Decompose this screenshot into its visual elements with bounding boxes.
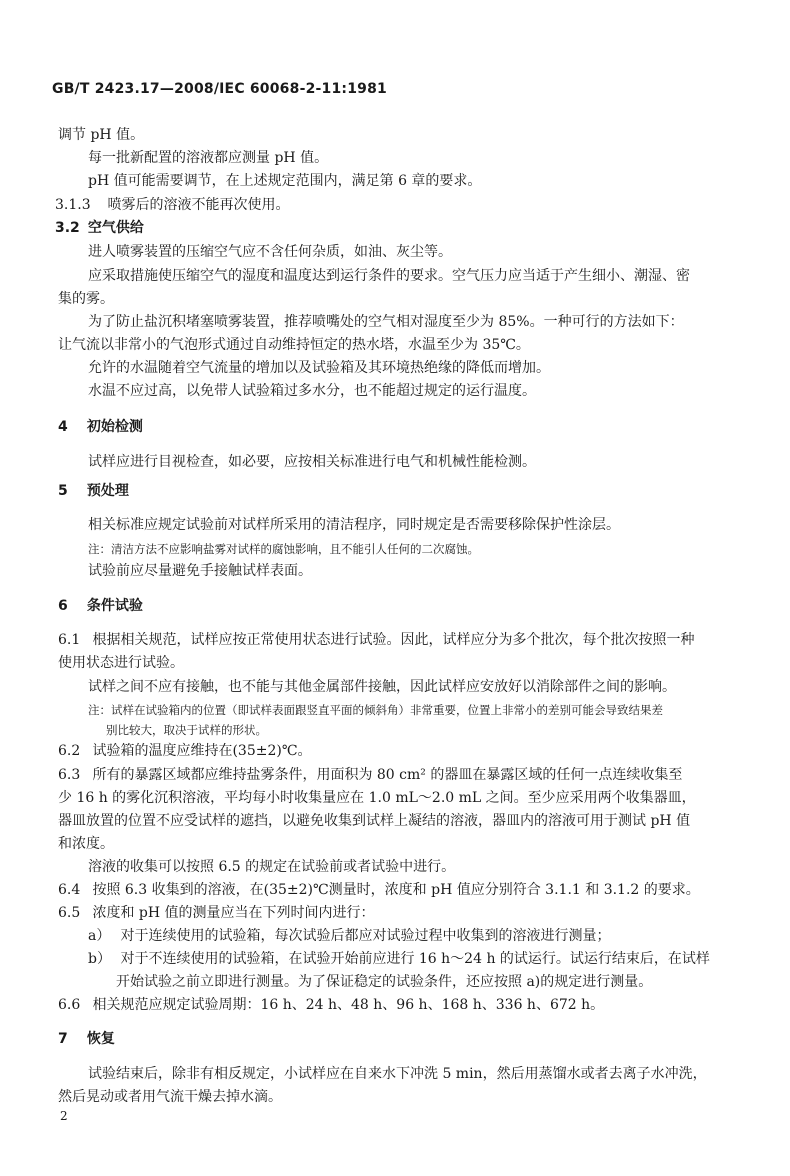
list-item-a: [88, 927, 610, 945]
heading-title: 条件试验: [86, 598, 143, 614]
list-item-b-continuation: 开始试验之前立即进行测量。为了保证稳定的试验条件，还应按照 a)的规定进行测量。: [116, 974, 653, 990]
paragraph: 每一批新配置的溶液都应测量 pH 值。: [88, 150, 329, 166]
heading-title: 预处理: [86, 483, 129, 499]
heading-6: [58, 597, 143, 615]
clause-3-1-3: [55, 196, 289, 214]
clause-number: 6.1: [58, 632, 81, 648]
clause-text: 按照 6.3 收集到的溶液，在(35±2)℃测量时，浓度和 pH 值应分别符合 3.1.1 和 3.1.2 的要求。: [92, 882, 700, 898]
list-marker: b）: [88, 951, 111, 967]
paragraph: 少 16 h 的雾化沉积溶液，平均每小时收集量应在 1.0 mL～2.0 mL 之间。至少应采用两个收集器皿，: [58, 790, 696, 806]
paragraph: 让气流以非常小的气泡形式通过自动维持恒定的热水塔，水温至少为 35℃。: [58, 337, 530, 353]
clause-text: 根据相关规范，试样应按正常使用状态进行试验。因此，试样应分为多个批次，每个批次按照一种: [92, 632, 695, 648]
heading-number: 6: [58, 598, 68, 614]
clause-6-3: [58, 766, 682, 784]
list-item-b: [88, 950, 710, 968]
paragraph: 试验前应尽量避免手接触试样表面。: [88, 563, 312, 579]
clause-6-2: [58, 742, 312, 760]
clause-6-4: [58, 881, 700, 899]
paragraph: 器皿放置的位置不应受试样的遮挡，以避免收集到试样上凝结的溶液，器皿内的溶液可用于测试 pH 值: [58, 813, 691, 829]
clause-number: 6.2: [58, 743, 81, 759]
paragraph: 相关标准应规定试验前对试样所采用的清洁程序，同时规定是否需要移除保护性涂层。: [88, 517, 620, 533]
heading-5: [58, 482, 129, 500]
heading-title: 初始检测: [86, 419, 143, 435]
paragraph: 调节 pH 值。: [58, 127, 145, 143]
clause-6-6: [58, 996, 604, 1014]
paragraph: 试样之间不应有接触，也不能与其他金属部件接触，因此试样应安放好以消除部件之间的影响。: [88, 679, 676, 695]
paragraph: 使用状态进行试验。: [58, 655, 184, 671]
paragraph: 应采取措施使压缩空气的湿度和温度达到运行条件的要求。空气压力应当适于产生细小、潮湿、密: [88, 268, 690, 284]
paragraph: 进人喷雾装置的压缩空气应不含任何杂质，如油、灰尘等。: [88, 244, 452, 260]
paragraph: 和浓度。: [58, 836, 114, 852]
heading-number: 3.2: [55, 220, 80, 236]
clause-number: 6.5: [58, 905, 81, 921]
clause-text: 喷雾后的溶液不能再次使用。: [107, 197, 290, 213]
heading-number: 7: [58, 1031, 68, 1047]
heading-title: 恢复: [86, 1031, 115, 1047]
clause-text: 试验箱的温度应维持在(35±2)℃。: [92, 743, 312, 759]
clause-text: 浓度和 pH 值的测量应当在下列时间内进行：: [92, 905, 375, 921]
page-number: 2: [60, 1109, 68, 1123]
standard-code-header: GB/T 2423.17—2008/IEC 60068-2-11:1981: [52, 81, 387, 97]
note: 注：清洁方法不应影响盐雾对试样的腐蚀影响，且不能引人任何的二次腐蚀。: [88, 542, 479, 556]
clause-number: 3.1.3: [55, 197, 91, 213]
paragraph: 为了防止盐沉积堵塞喷雾装置，推荐喷嘴处的空气相对湿度至少为 85%。一种可行的方法如下：: [88, 314, 684, 330]
clause-number: 6.4: [58, 882, 81, 898]
paragraph: 试验结束后，除非有相反规定，小试样应在自来水下冲洗 5 min，然后用蒸馏水或者去离子水冲洗，: [88, 1066, 707, 1082]
heading-3-2: [55, 219, 144, 237]
list-text: 对于不连续使用的试验箱，在试验开始前应进行 16 h～24 h 的试运行。试运行结束后，在试样: [120, 951, 710, 967]
paragraph: pH 值可能需要调节，在上述规定范围内，满足第 6 章的要求。: [88, 173, 482, 189]
list-marker: a）: [88, 928, 111, 944]
heading-title: 空气供给: [87, 220, 144, 236]
list-text: 对于连续使用的试验箱，每次试验后都应对试验过程中收集到的溶液进行测量；: [120, 928, 611, 944]
clause-number: 6.3: [58, 767, 81, 783]
note: 注：试样在试验箱内的位置（即试样表面跟竖直平面的倾斜角）非常重要，位置上非常小的差别可能会导致结果差: [88, 703, 663, 717]
clause-text: 所有的暴露区域都应维持盐雾条件，用面积为 80 cm² 的器皿在暴露区域的任何一点连续收集至: [92, 767, 683, 783]
paragraph: 试样应进行目视检查，如必要，应按相关标准进行电气和机械性能检测。: [88, 454, 536, 470]
heading-number: 4: [58, 419, 68, 435]
heading-number: 5: [58, 483, 68, 499]
paragraph: 允许的水温随着空气流量的增加以及试验箱及其环境热绝缘的降低而增加。: [88, 360, 550, 376]
paragraph: 水温不应过高，以免带人试验箱过多水分，也不能超过规定的运行温度。: [88, 383, 536, 399]
note-continuation: 别比较大，取决于试样的形状。: [106, 723, 267, 737]
heading-4: [58, 418, 143, 436]
paragraph: 然后晃动或者用气流干燥去掉水滴。: [58, 1089, 282, 1105]
heading-7: [58, 1030, 115, 1048]
clause-number: 6.6: [58, 997, 81, 1013]
clause-text: 相关规范应规定试验周期：16 h、24 h、48 h、96 h、168 h、336 h、672 h。: [92, 997, 605, 1013]
clause-6-5: [58, 904, 375, 922]
clause-6-1: [58, 631, 694, 649]
paragraph: 溶液的收集可以按照 6.5 的规定在试验前或者试验中进行。: [88, 859, 456, 875]
paragraph: 集的雾。: [58, 291, 114, 307]
